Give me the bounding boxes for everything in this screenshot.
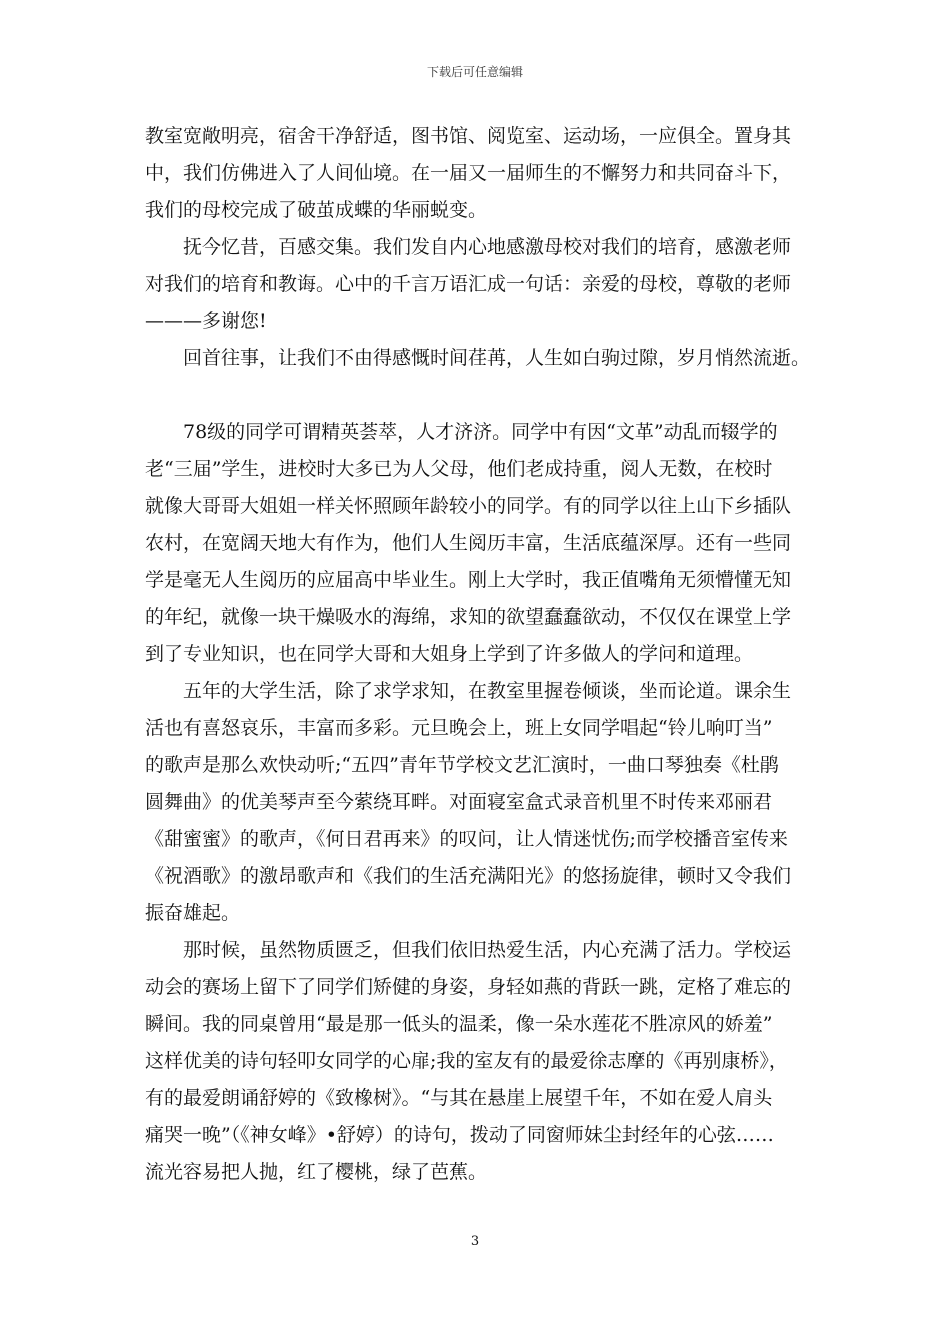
paragraph-5: [145, 673, 825, 710]
page-number: 3: [470, 1234, 480, 1249]
text-line: ———多谢您!: [145, 310, 267, 332]
text-line: 流光容易把人抛，红了樱桃，绿了芭蕉。: [145, 1161, 488, 1183]
text-line: 到了专业知识，也在同学大哥和大姐身上学到了许多做人的学问和道理。: [145, 643, 754, 665]
page-header: 下载后可任意编辑: [426, 65, 523, 79]
text-line: 的年纪，就像一块干燥吸水的海绵，求知的欲望蠢蠢欲动，不仅仅在课堂上学: [145, 606, 792, 628]
text-line: 这样优美的诗句轻叩女同学的心扉;我的室友有的最爱徐志摩的《再别康桥》，: [145, 1050, 788, 1072]
text-line: 抚今忆昔，百感交集。我们发自内心地感激母校对我们的培育，感激老师: [183, 236, 792, 258]
text-line: 那时候，虽然物质匮乏，但我们依旧热爱生活，内心充满了活力。学校运: [183, 939, 792, 961]
text-line: 的歌声是那么欢快动听;“五四”青年节学校文艺汇演时，一曲口琴独奏《杜鹃: [145, 754, 779, 776]
blank-line: [145, 377, 825, 414]
text-line: 78级的同学可谓精英荟萃，人才济济。同学中有因“文革”动乱而辍学的: [183, 421, 778, 443]
paragraph-4-cont: [145, 451, 825, 673]
paragraph-6-cont: [145, 969, 825, 1191]
text-line: 《甜蜜蜜》的歌声，《何日君再来》的叹问，让人情迷忧伤;而学校播音室传来: [145, 828, 788, 850]
text-line: 就像大哥哥大姐姐一样关怀照顾年龄较小的同学。有的同学以往上山下乡插队: [145, 495, 792, 517]
text-line: 痛哭一晚”（《神女峰》•舒婷）的诗句，拨动了同窗师妹尘封经年的心弦……: [145, 1124, 774, 1146]
text-line: 教室宽敞明亮，宿舍干净舒适，图书馆、阅览室、运动场，一应俱全。置身其: [145, 125, 792, 147]
paragraph-3: [145, 340, 825, 377]
text-line: 五年的大学生活，除了求学求知，在教室里握卷倾谈，坐而论道。课余生: [183, 680, 792, 702]
paragraph-2: [145, 229, 825, 266]
paragraph-2-cont: [145, 266, 825, 340]
text-line: 动会的赛场上留下了同学们矫健的身姿，身轻如燕的背跃一跳，定格了难忘的: [145, 976, 792, 998]
text-line: 有的最爱朗诵舒婷的《致橡树》。“与其在悬崖上展望千年，不如在爱人肩头: [145, 1087, 773, 1109]
text-line: 圆舞曲》的优美琴声至今萦绕耳畔。对面寝室盒式录音机里不时传来邓丽君: [145, 791, 773, 813]
text-line: 活也有喜怒哀乐，丰富而多彩。元旦晚会上，班上女同学唱起“铃儿响叮当”: [145, 717, 773, 739]
text-line: 中，我们仿佛进入了人间仙境。在一届又一届师生的不懈努力和共同奋斗下，: [145, 162, 792, 184]
paragraph-5-cont: [145, 710, 825, 932]
text-line: 学是毫无人生阅历的应届高中毕业生。刚上大学时，我正值嘴角无须懵懂无知: [145, 569, 792, 591]
text-line: 振奋雄起。: [145, 902, 241, 924]
text-line: 对我们的培育和教诲。心中的千言万语汇成一句话：亲爱的母校，尊敬的老师: [145, 273, 792, 295]
paragraph-6: [145, 932, 825, 969]
text-line: 回首往事，让我们不由得感慨时间荏苒，人生如白驹过隙，岁月悄然流逝。: [183, 347, 811, 369]
text-line: 《祝酒歌》的激昂歌声和《我们的生活充满阳光》的悠扬旋律，顿时又令我们: [145, 865, 792, 887]
document-body: [145, 118, 825, 1191]
text-line: 老“三届”学生，进校时大多已为人父母，他们老成持重，阅人无数，在校时: [145, 458, 773, 480]
paragraph-4: [145, 414, 825, 451]
text-line: 瞬间。我的同桌曾用“最是那一低头的温柔，像一朵水莲花不胜凉风的娇羞”: [145, 1013, 773, 1035]
paragraph-1: [145, 118, 825, 229]
text-line: 我们的母校完成了破茧成蝶的华丽蜕变。: [145, 199, 488, 221]
text-line: 农村，在宽阔天地大有作为，他们人生阅历丰富，生活底蕴深厚。还有一些同: [145, 532, 792, 554]
